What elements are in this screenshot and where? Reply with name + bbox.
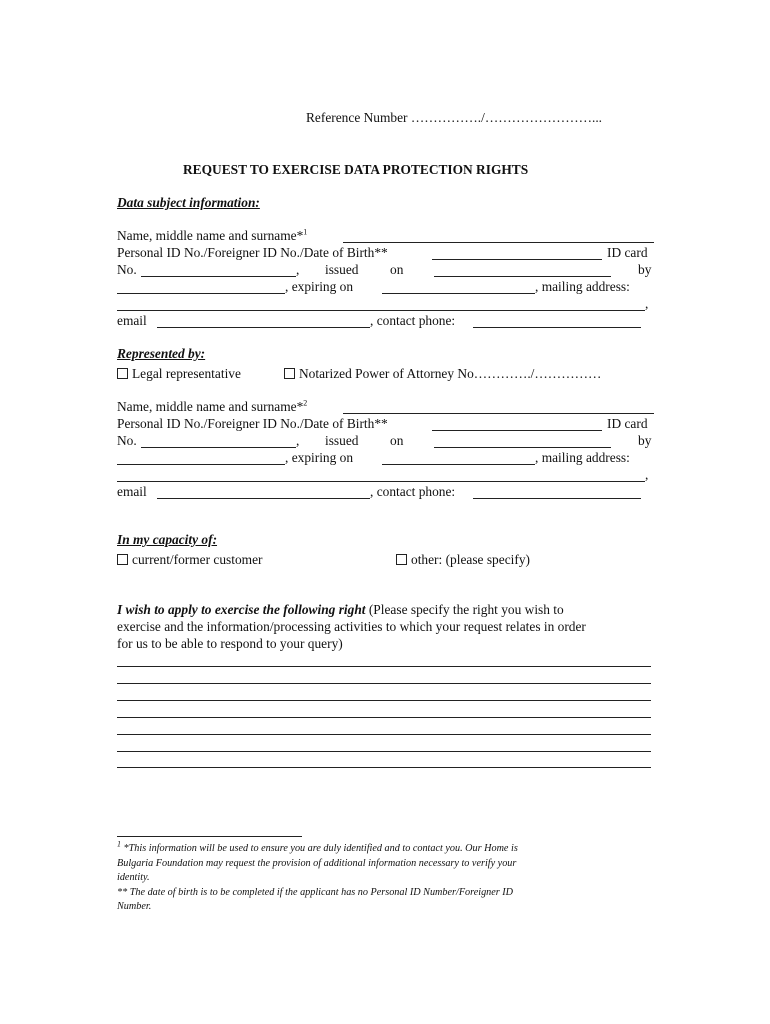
checkbox[interactable] (117, 554, 128, 565)
answer-line[interactable] (117, 683, 651, 684)
rep-email-field[interactable] (157, 484, 370, 499)
rep-id-card-number-field[interactable] (141, 433, 296, 448)
issued-by-field[interactable] (117, 279, 285, 294)
checkbox[interactable] (284, 368, 295, 379)
rep-on-label: on (390, 433, 404, 448)
id-card-label: ID card (607, 245, 648, 260)
rep-name-field[interactable] (343, 399, 654, 414)
rep-issued-on-field[interactable] (434, 433, 611, 448)
rep-by-label: by (638, 433, 652, 448)
customer-option[interactable] (117, 552, 263, 568)
answer-line[interactable] (117, 767, 651, 768)
expiry-date-field[interactable] (382, 279, 535, 294)
issued-on-field[interactable] (434, 262, 611, 277)
footnote-1-line-1: $^1$ *This information will be used to ensure you are duly identified and to contact you. Our Home is (117, 839, 518, 854)
answer-line[interactable] (117, 751, 651, 752)
on-label: on (390, 262, 404, 277)
request-line-2: exercise and the information/processing activities to which your request relates in order (117, 619, 586, 634)
rep-mailing-address-label: , mailing address: (535, 450, 630, 465)
rep-contact-phone-label: , contact phone: (370, 484, 456, 499)
footnote-2-line-1: ** The date of birth is to be completed if the applicant has no Personal ID Number/Foreigner ID (117, 887, 514, 898)
email-label: email (117, 313, 147, 328)
footnote-ref-1: 1 (303, 227, 308, 237)
issued-label: issued (325, 262, 359, 277)
contact-phone-label: , contact phone: (370, 313, 456, 328)
footnote-1-line-2: Bulgaria Foundation may request the provision of additional information necessary to verify your (117, 858, 517, 869)
reference-number: Reference Number ……………./……………………... (306, 110, 603, 125)
name-field[interactable] (343, 228, 654, 243)
comma: , (645, 296, 649, 311)
rep-id-number-field[interactable] (432, 416, 602, 431)
expiring-label: , expiring on (285, 279, 354, 294)
legal-representative-option[interactable] (117, 366, 241, 382)
id-number-field[interactable] (432, 245, 602, 260)
rep-id-label: Personal ID No./Foreigner ID No./Date of Birth** (117, 416, 388, 431)
contact-phone-field[interactable] (473, 313, 641, 328)
answer-line[interactable] (117, 666, 651, 667)
option-label: Legal representative (132, 366, 241, 381)
rep-expiry-date-field[interactable] (382, 450, 535, 465)
id-card-number-field[interactable] (141, 262, 296, 277)
no-label: No. (117, 262, 137, 277)
answer-line[interactable] (117, 717, 651, 718)
capacity-heading: In my capacity of: (117, 532, 218, 547)
mailing-address-field[interactable] (117, 296, 645, 311)
data-subject-heading: Data subject information: (117, 195, 260, 210)
answer-line[interactable] (117, 734, 651, 735)
option-label: other: (please specify) (411, 552, 530, 567)
mailing-address-label: , mailing address: (535, 279, 630, 294)
id-label: Personal ID No./Foreigner ID No./Date of Birth** (117, 245, 388, 260)
rep-issued-label: issued (325, 433, 359, 448)
name-label: Name, middle name and surname*$^1$ (117, 227, 308, 243)
footnote-ref-2: 2 (303, 398, 308, 408)
rep-id-card-label: ID card (607, 416, 648, 431)
checkbox[interactable] (117, 368, 128, 379)
represented-heading: Represented by: (117, 346, 206, 361)
footnote-2-line-2: Number. (117, 901, 152, 912)
rep-contact-phone-field[interactable] (473, 484, 641, 499)
request-line-3: for us to be able to respond to your query) (117, 636, 343, 651)
answer-line[interactable] (117, 700, 651, 701)
footnote-1-line-3: identity. (117, 872, 150, 883)
other-option[interactable] (396, 552, 530, 568)
rep-mailing-address-field[interactable] (117, 467, 645, 482)
rep-email-label: email (117, 484, 147, 499)
page-title: REQUEST TO EXERCISE DATA PROTECTION RIGHTS (183, 162, 529, 177)
option-label: Notarized Power of Attorney No…………./…………… (299, 366, 602, 381)
checkbox[interactable] (396, 554, 407, 565)
comma: , (645, 467, 649, 482)
request-line-1: I wish to apply to exercise the following right (Please specify the right you wish to (117, 602, 564, 617)
by-label: by (638, 262, 652, 277)
rep-no-label: No. (117, 433, 137, 448)
footnote-separator (117, 836, 302, 837)
rep-name-label: Name, middle name and surname*$^2$ (117, 398, 308, 414)
power-of-attorney-option[interactable] (284, 366, 601, 382)
rep-issued-by-field[interactable] (117, 450, 285, 465)
rep-expiring-label: , expiring on (285, 450, 354, 465)
option-label: current/former customer (132, 552, 263, 567)
email-field[interactable] (157, 313, 370, 328)
